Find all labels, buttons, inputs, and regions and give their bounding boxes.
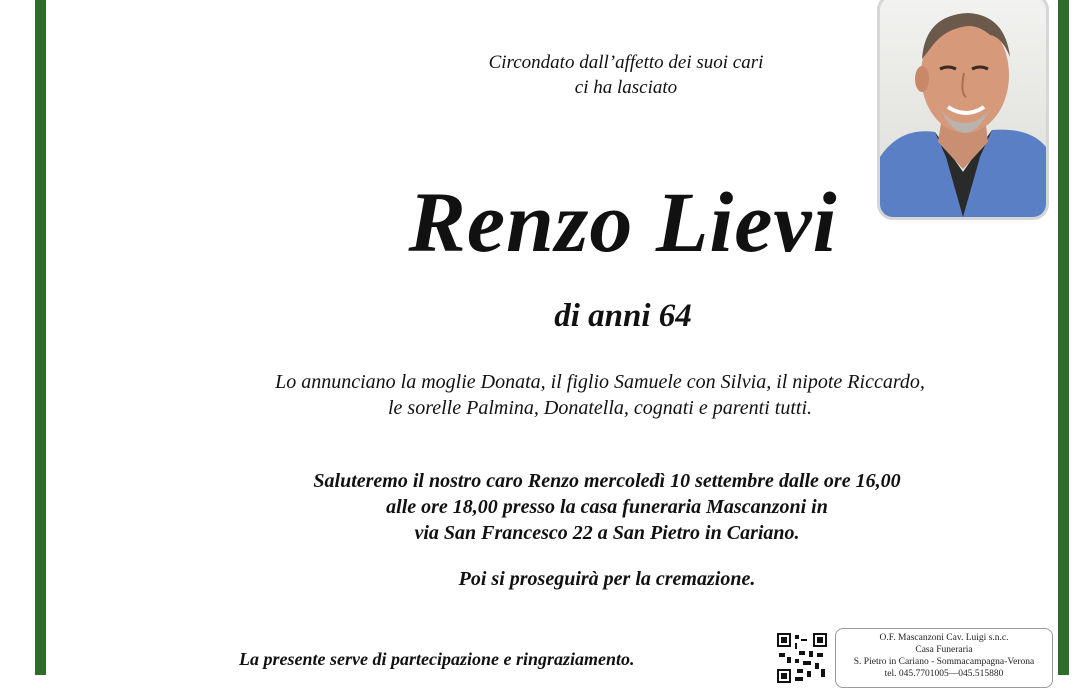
agency-phone: tel. 045.7701005—045.515880 [884,669,1004,679]
ceremony-details [46,468,1080,546]
funeral-agency-box [835,628,1053,688]
qr-code-icon [777,633,827,683]
ceremony-line-1: Saluteremo il nostro caro Renzo mercoledì 10 settembre dalle ore 16,00 [313,470,901,492]
intro-line-2: ci ha lasciato [574,77,678,98]
announcement-text [46,369,1080,421]
announcement-line-1: Lo annunciano la moglie Donata, il figlio Samuele con Silvia, il nipote Riccardo, [275,371,925,393]
ceremony-line-3: via San Francesco 22 a San Pietro in Cariano. [414,522,800,544]
left-green-border [35,0,46,675]
cremation-note: Poi si proseguirà per la cremazione. [458,568,756,590]
portrait-photo [877,0,1049,220]
portrait-illustration [880,0,1046,217]
intro-line-1: Circondato dall’affetto dei suoi cari [488,52,764,73]
announcement-line-2: le sorelle Palmina, Donatella, cognati e parenti tutti. [387,397,812,419]
ceremony-line-2: alle ore 18,00 presso la casa funeraria Mascanzoni in [386,496,828,518]
agency-name: O.F. Mascanzoni Cav. Luigi s.n.c. [879,633,1009,643]
deceased-name: Renzo Lievi [408,174,838,270]
agency-type: Casa Funeraria [915,645,973,655]
closing-text: La presente serve di partecipazione e ringraziamento. [239,649,635,669]
deceased-age: di anni 64 [554,298,692,334]
agency-locations: S. Pietro in Cariano - Sommacampagna-Verona [853,657,1035,667]
